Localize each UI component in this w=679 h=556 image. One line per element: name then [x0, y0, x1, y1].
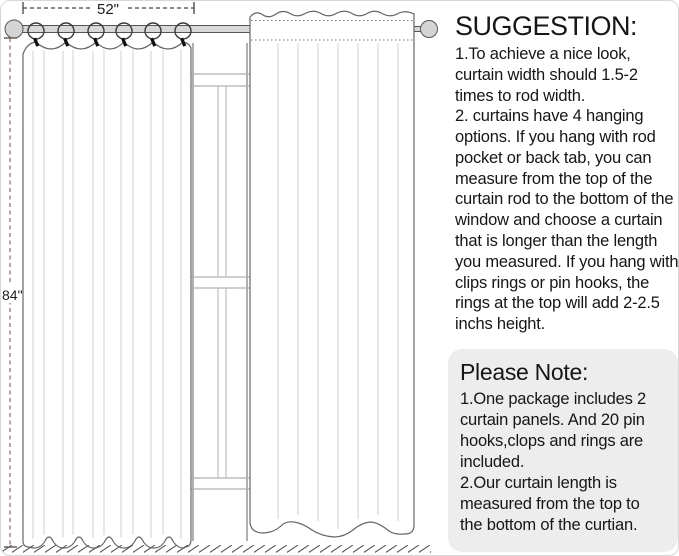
rod-finial-left: [5, 20, 23, 38]
window-frame: [189, 43, 256, 541]
right-curtain-panel: [250, 11, 414, 537]
please-note-title: Please Note:: [460, 359, 589, 385]
rod-width-label: 52": [96, 1, 120, 18]
note-item-1: 1.One package includes 2 curtain panels. And 20 pin hooks,clops and rings are included.: [460, 390, 646, 471]
suggestion-item-1: 1.To achieve a nice look, curtain width should 1.5-2 times to rod width.: [455, 45, 638, 105]
height-dimension-line: [1, 38, 23, 547]
left-curtain-panel: [23, 42, 191, 548]
suggestion-section: [453, 7, 679, 335]
width-dimension-line: [23, 1, 194, 18]
curtain-diagram: [1, 1, 451, 556]
curtain-length-label: 84": [2, 287, 23, 303]
suggestion-item-2: 2. curtains have 4 hanging options. If you hang with rod pocket or back tab, you can measure from the top of the curtain rod to the bottom of the window and choose a curtain that is longer than the length you measured. If you hang with clips rings or pin hooks, the rings at the top will add 2-2.5 inchs height.: [455, 107, 679, 334]
rod-finial-right: [421, 21, 438, 38]
please-note-box: [448, 349, 678, 552]
ring-clips: [33, 38, 186, 47]
suggestion-title: SUGGESTION:: [455, 11, 638, 41]
note-item-2: 2.Our curtain length is measured from the top to the bottom of the curtian.: [460, 473, 640, 534]
floor-hatching: [1, 545, 431, 556]
